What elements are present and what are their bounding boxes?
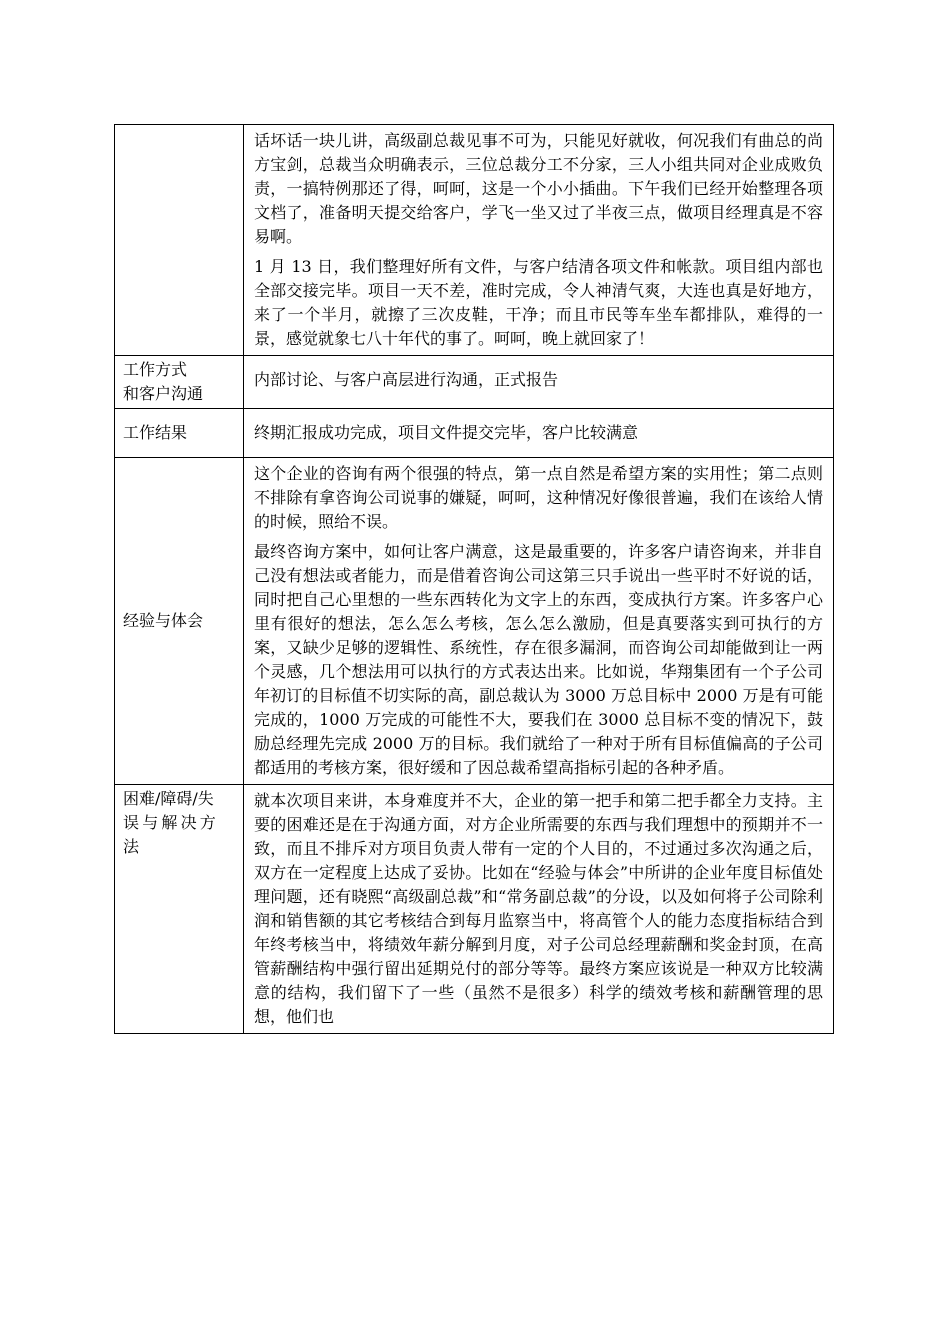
label-line: 法 xyxy=(123,837,140,856)
paragraph: 终期汇报成功完成，项目文件提交完毕，客户比较满意 xyxy=(254,423,639,442)
row-content xyxy=(244,125,834,356)
report-table xyxy=(114,124,834,1034)
label-line: 困难/障碍/失 xyxy=(123,789,214,808)
paragraph: 1 月 13 日，我们整理好所有文件，与客户结清各项文件和帐款。项目组内部也全部交接完毕。项目一天不差，准时完成，令人神清气爽，大连也真是好地方，来了一个半月，就擦了三次皮鞋，干净；而且市民等车坐车都排队，难得的一景，感觉就象七八十年代的事了。呵呵，晚上就回家了！ xyxy=(254,257,823,348)
row-label-work-result: 工作结果 xyxy=(115,409,244,458)
label-line: 和客户沟通 xyxy=(123,384,204,403)
row-label-difficulties xyxy=(115,785,244,1034)
row-label-empty xyxy=(115,125,244,356)
row-content xyxy=(244,458,834,785)
table-row xyxy=(115,356,834,409)
row-label-experience: 经验与体会 xyxy=(115,458,244,785)
table-row xyxy=(115,125,834,356)
paragraph: 内部讨论、与客户高层进行沟通，正式报告 xyxy=(254,370,559,389)
paragraph: 话坏话一块儿讲，高级副总裁见事不可为，只能见好就收，何况我们有曲总的尚方宝剑，总裁当众明确表示，三位总裁分工不分家，三人小组共同对企业成败负责，一搞特例那还了得，呵呵，这是一个小小插曲。下午我们已经开始整理各项文档了，准备明天提交给客户，学飞一坐又过了半夜三点，做项目经理真是不容易啊。 xyxy=(254,131,823,246)
paragraph: 最终咨询方案中，如何让客户满意，这是最重要的，许多客户请咨询来，并非自己没有想法或者能力，而是借着咨询公司这第三只手说出一些平时不好说的话，同时把自己心里想的一些东西转化为文字上的东西，变成执行方案。许多客户心里有很好的想法，怎么怎么考核，怎么怎么激励，但是真要落实到可执行的方案，又缺少足够的逻辑性、系统性，存在很多漏洞，而咨询公司却能做到让一两个灵感，几个想法用可以执行的方式表达出来。比如说，华翔集团有一个子公司年初订的目标值不切实际的高，副总裁认为 3000 万总目标中 2000 万是有可能完成的，1000 万完成的可能性不大，要我们在 3000 总目标不变的情况下，鼓励总经理先完成 2000 万的目标。我们就给了一种对于所有目标值偏高的子公司都适用的考核方案，很好缓和了因总裁希望高指标引起的各种矛盾。 xyxy=(254,542,823,777)
label-line: 工作方式 xyxy=(123,360,188,379)
row-content xyxy=(244,409,834,458)
label-line: 误与解决方 xyxy=(123,813,220,832)
row-label-work-method xyxy=(115,356,244,409)
paragraph: 这个企业的咨询有两个很强的特点，第一点自然是希望方案的实用性；第二点则不排除有拿咨询公司说事的嫌疑，呵呵，这种情况好像很普遍，我们在该给人情的时候，照给不误。 xyxy=(254,464,823,531)
row-content xyxy=(244,356,834,409)
table-row xyxy=(115,785,834,1034)
row-content xyxy=(244,785,834,1034)
paragraph: 就本次项目来讲，本身难度并不大，企业的第一把手和第二把手都全力支持。主要的困难还是在于沟通方面，对方企业所需要的东西与我们理想中的预期并不一致，而且不排斥对方项目负责人带有一定的个人目的，不过通过多次沟通之后，双方在一定程度上达成了妥协。比如在“经验与体会”中所讲的企业年度目标值处理问题，还有晓熙“高级副总裁”和“常务副总裁”的分设，以及如何将子公司除利润和销售额的其它考核结合到每月监察当中，将高管个人的能力态度指标结合到年终考核当中，将绩效年薪分解到月度，对子公司总经理薪酬和奖金封顶，在高管薪酬结构中强行留出延期兑付的部分等等。最终方案应该说是一种双方比较满意的结构，我们留下了一些（虽然不是很多）科学的绩效考核和薪酬管理的思想，他们也 xyxy=(254,791,823,1026)
table-row xyxy=(115,409,834,458)
table-row xyxy=(115,458,834,785)
